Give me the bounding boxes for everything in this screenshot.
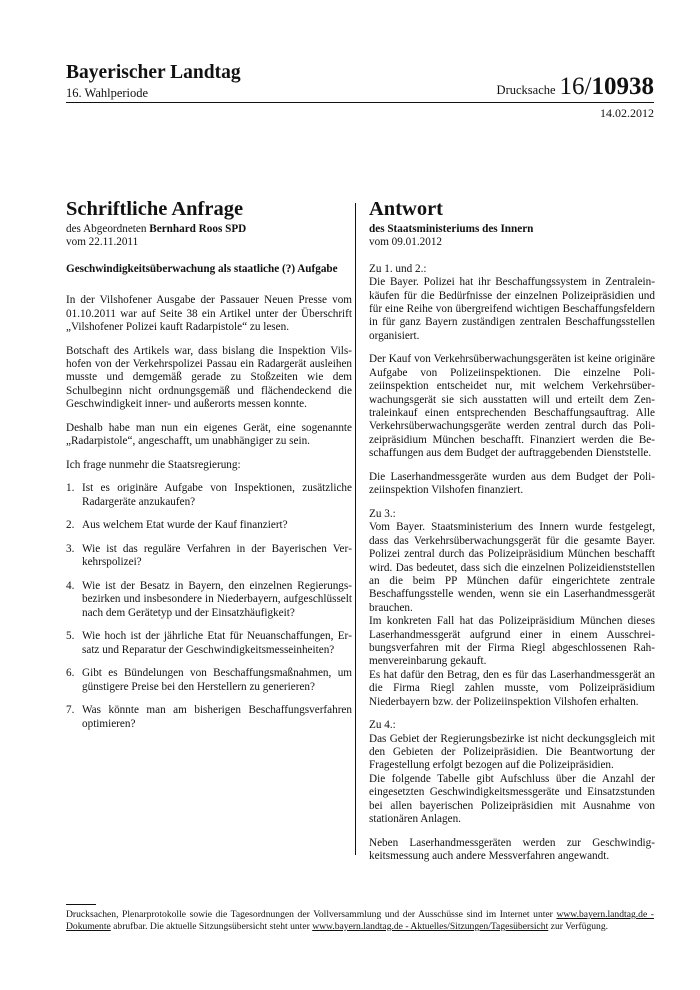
answer-paragraph: Der Kauf von Verkehrsüberwachungsgeräten ist keine originäre Aufgabe von Polizeiinspektionen. Die einzelne Polizeiinspektion entscheidet nur, mit welchem Verkehrsüberwachungsgerät sie sich ausstatten will und erteilt dem Zentraleinkauf einen entsprechenden Beschaffungsauftrag. Alle Verkehrsüberwachungsgeräte werden zentral durch das Polizeipräsidium München beschafft. Finanziert werden die Beschaffungen aus dem Budget der auftraggebenden Dienststelle. (369, 353, 655, 460)
footer-text: zur Verfügung. (548, 921, 609, 932)
answer-paragraph: Das Gebiet der Regierungsbezirke ist nicht deckungsgleich mit den Gebieten der Polizeipräsidien. Die Beantwortung der Fragestellung erfolgt bezogen auf die Polizeipräsidien. (369, 732, 655, 772)
question-item-number: 3. (66, 543, 75, 556)
footer-link-sessions[interactable]: www.bayern.landtag.de - Aktuelles/Sitzungen/Tagesübersicht (312, 921, 549, 932)
answer-label: Zu 1. und 2.: (369, 262, 427, 275)
question-item-text: Gibt es Bündelungen von Beschaffungsmaßnahmen, um günstigere Preise bei den Herstellern zu generieren? (82, 667, 352, 693)
question-item-number: 2. (66, 519, 75, 532)
question-paragraph: Botschaft des Artikels war, dass bislang die Inspektion Vilshofen von der Verkehrspolizei Passau ein Radargerät ausleihen musste und demgemäß gerade zu Stoßzeiten wie dem Schulbeginn nicht ordnungsgemäß und flächendeckend die Geschwindigkeit inner- und außerorts messen konnte. (66, 344, 352, 411)
question-item-text: Was könnte man am bisherigen Beschaffungsverfahren optimieren? (82, 704, 352, 730)
answer-paragraph: Es hat dafür den Betrag, den es für das Laserhandmessgerät an die Firma Riegl zahlen musste, vom Polizeipräsidium Niederbayern bzw. der Polizeiinspektion Vilshofen erhalten. (369, 668, 655, 708)
question-date: vom 22.11.2011 (66, 236, 139, 249)
question-paragraph: Ich frage nunmehr die Staatsregierung: (66, 458, 241, 471)
parliament-title: Bayerischer Landtag (66, 62, 241, 83)
question-item (66, 482, 352, 509)
question-item-text: Wie hoch ist der jährliche Etat für Neuanschaffungen, Ersatz und Reparatur der Geschwindigkeitsmesseinheiten? (82, 630, 352, 656)
answer-ministry: des Staatsministeriums des Innern (369, 223, 534, 235)
answer-paragraph: Vom Bayer. Staatsministerium des Innern wurde festgelegt, dass das Verkehrsüberwachungsgerät für die gesamte Bayer. Polizei zentral durch das Polizeipräsidium München beschafft wird. Das bedeutet, dass sich die einzelnen Polizeidienststellen an die beim PP München dafür eingerichtete zentrale Beschaffungsstelle wenden, wenn sie ein Laserhandmessgerät brauchen. (369, 521, 655, 614)
question-item-text: Aus welchem Etat wurde der Kauf finanziert? (82, 519, 288, 532)
question-item (66, 580, 352, 620)
question-list (66, 482, 352, 731)
question-heading: Schriftliche Anfrage (66, 198, 244, 220)
document-number-value: 10938 (591, 73, 654, 100)
document-number-prefix: 16/ (559, 73, 592, 100)
question-item-text: Wie ist der Besatz in Bayern, den einzelnen Regierungsbezirken und insbesondere in Niederbayern, aufgeschlüsselt nach dem Gerätetyp und der Einsatzhäufigkeit? (82, 580, 352, 619)
question-paragraph: In der Vilshofener Ausgabe der Passauer Neuen Presse vom 01.10.2011 war auf Seite 38 ein Artikel unter der Überschrift „Vilshofener Polizei kauft Radarpistole“ zu lesen. (66, 294, 352, 334)
answer-date: vom 09.01.2012 (369, 236, 443, 249)
footer-text: abrufbar. Die aktuelle Sitzungsübersicht steht unter (110, 921, 313, 932)
document-number-label: Drucksache (496, 83, 556, 97)
question-item-number: 7. (66, 704, 75, 717)
author-name: Bernhard Roos SPD (149, 223, 247, 235)
question-item (66, 630, 352, 657)
question-item-number: 6. (66, 667, 75, 680)
header-rule (66, 102, 654, 103)
answer-paragraph: Die Bayer. Polizei hat ihr Beschaffungssystem in Zentraleinkäufen für die Bedürfnisse der einzelnen Polizeipräsidien und für eine Reihe von übergreifend wichtigen Beschaffungsfeldern in für ganz Bayern zuständigen zentralen Beschaffungsstellen organisiert. (369, 276, 655, 342)
answer-label: Zu 4.: (369, 719, 396, 732)
answer-paragraph: Die Laserhandmessgeräte wurden aus dem Budget der Polizeiinspektion Vilshofen finanziert. (369, 470, 655, 497)
answer-paragraph: Im konkreten Fall hat das Polizeipräsidium München dieses Laserhandmessgerät aufgrund einer in einem Ausschreibungsverfahren mit der Firma Riegl abgeschlossenen Rahmenvereinbarung gekauft. (369, 615, 655, 668)
answer-label: Zu 3.: (369, 507, 396, 520)
question-item-number: 4. (66, 580, 75, 593)
question-column (66, 197, 352, 741)
footer-text: Drucksachen, Plenarprotokolle sowie die Tagesordnungen der Vollversammlung und der Ausschüsse sind im Internet unter (66, 909, 557, 920)
footer-note (66, 909, 654, 933)
answer-heading: Antwort (369, 198, 444, 220)
author-prefix: des Abgeordneten (66, 223, 150, 235)
column-divider (355, 203, 356, 855)
question-item-text: Wie ist das reguläre Verfahren in der Bayerischen Verkehrspolizei? (82, 543, 352, 569)
footer-link-documents[interactable]: www.bayern.landtag.de - Dokumente (66, 909, 654, 932)
question-item (66, 519, 352, 532)
question-item-number: 5. (66, 630, 75, 643)
question-item (66, 543, 352, 570)
answer-paragraph: Neben Laserhandmessgeräten werden zur Geschwindigkeitsmessung auch andere Messverfahren angewandt. (369, 836, 655, 862)
question-item-number: 1. (66, 482, 75, 495)
question-author (66, 223, 352, 236)
legislative-period: 16. Wahlperiode (66, 86, 149, 100)
document-date: 14.02.2012 (600, 106, 654, 120)
footer-rule (66, 904, 96, 905)
question-subject: Geschwindigkeitsüberwachung als staatliche (?) Aufgabe (66, 262, 338, 275)
answer-column (369, 197, 655, 874)
document-number (497, 74, 654, 99)
question-item (66, 704, 352, 731)
question-paragraph: Deshalb habe man nun ein eigenes Gerät, eine sogenannte „Radarpistole“, angeschafft, um unabhängiger zu sein. (66, 421, 352, 448)
question-item (66, 667, 352, 694)
question-item-text: Ist es originäre Aufgabe von Inspektionen, zusätzliche Radargeräte anzukaufen? (82, 482, 352, 508)
answer-paragraph: Die folgende Tabelle gibt Aufschluss über die Anzahl der eingesetzten Geschwindigkeitsmessgeräte und Einsatzstunden bei allen bayerischen Polizeipräsidien mit Ausnahme von stationären Anlagen. (369, 772, 655, 825)
